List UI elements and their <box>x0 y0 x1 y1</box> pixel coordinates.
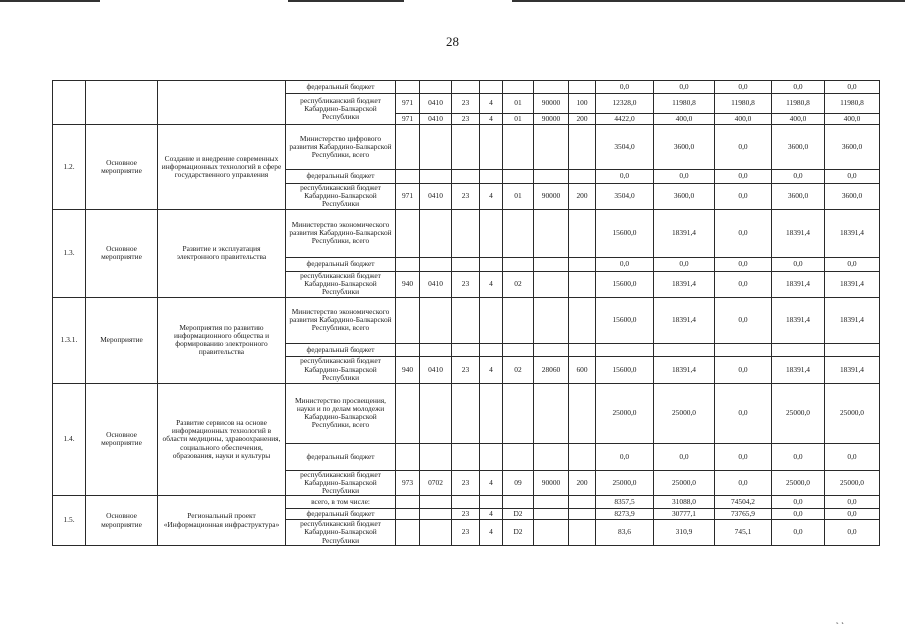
rz-code <box>420 125 452 170</box>
year-value-2: 0,0 <box>654 81 715 94</box>
gr-code: 971 <box>396 184 420 210</box>
cs-sub: 4 <box>480 356 503 383</box>
funding-source: федеральный бюджет <box>286 343 396 356</box>
year-value-5: 400,0 <box>825 114 880 125</box>
cs-direction: 90000 <box>534 94 569 114</box>
year-value-4: 11980,8 <box>772 94 825 114</box>
cs-event: D2 <box>503 509 534 520</box>
cs-direction <box>534 81 569 94</box>
funding-source: Министерство экономического развития Кабардино-Балкарской Республики, всего <box>286 209 396 257</box>
funding-source: федеральный бюджет <box>286 443 396 470</box>
year-value-5: 18391,4 <box>825 209 880 257</box>
rz-code <box>420 443 452 470</box>
year-value-3 <box>715 343 772 356</box>
funding-source: федеральный бюджет <box>286 509 396 520</box>
vr-code <box>569 383 596 443</box>
gr-code: 940 <box>396 271 420 297</box>
top-rule-left <box>0 0 100 2</box>
cs-sub: 4 <box>480 184 503 210</box>
cs-program: 23 <box>452 520 480 546</box>
year-value-5: 11980,8 <box>825 94 880 114</box>
cs-event <box>503 496 534 509</box>
funding-source: республиканский бюджет Кабардино-Балкарской Республики <box>286 184 396 210</box>
row-type: Основное мероприятие <box>86 125 158 210</box>
cs-sub: 4 <box>480 509 503 520</box>
corner-mark: ˛ ˛ <box>836 614 845 624</box>
cs-event: D2 <box>503 520 534 546</box>
vr-code <box>569 297 596 343</box>
funding-source: Министерство экономического развития Кабардино-Балкарской Республики, всего <box>286 297 396 343</box>
cs-event: 01 <box>503 184 534 210</box>
year-value-1 <box>596 343 654 356</box>
year-value-5: 0,0 <box>825 509 880 520</box>
year-value-3: 0,0 <box>715 443 772 470</box>
year-value-5: 3600,0 <box>825 184 880 210</box>
vr-code <box>569 170 596 184</box>
rz-code: 0410 <box>420 271 452 297</box>
year-value-4: 3600,0 <box>772 184 825 210</box>
vr-code <box>569 125 596 170</box>
top-rule-right <box>512 0 905 2</box>
rz-code <box>420 496 452 509</box>
year-value-5: 0,0 <box>825 496 880 509</box>
year-value-1: 15600,0 <box>596 209 654 257</box>
cs-event: 01 <box>503 94 534 114</box>
funding-source: Министерство просвещения, науки и по делам молодежи Кабардино-Балкарской Республики, всего <box>286 383 396 443</box>
cs-direction <box>534 343 569 356</box>
year-value-1: 8357,5 <box>596 496 654 509</box>
top-rule-center <box>288 0 404 2</box>
gr-code <box>396 81 420 94</box>
cs-direction <box>534 496 569 509</box>
row-type: Мероприятие <box>86 297 158 383</box>
cs-program <box>452 343 480 356</box>
cs-event <box>503 81 534 94</box>
vr-code <box>569 343 596 356</box>
rz-code <box>420 170 452 184</box>
year-value-4: 0,0 <box>772 257 825 271</box>
rz-code <box>420 257 452 271</box>
year-value-2: 18391,4 <box>654 297 715 343</box>
row-code: 1.4. <box>53 383 86 496</box>
cs-direction: 90000 <box>534 184 569 210</box>
year-value-5: 3600,0 <box>825 125 880 170</box>
year-value-3: 745,1 <box>715 520 772 546</box>
budget-table <box>52 80 880 546</box>
year-value-2: 3600,0 <box>654 125 715 170</box>
rz-code: 0410 <box>420 356 452 383</box>
year-value-1: 0,0 <box>596 443 654 470</box>
year-value-4: 25000,0 <box>772 383 825 443</box>
gr-code <box>396 125 420 170</box>
cs-program <box>452 443 480 470</box>
cs-event <box>503 343 534 356</box>
funding-source: республиканский бюджет Кабардино-Балкарской Республики <box>286 520 396 546</box>
year-value-3: 0,0 <box>715 125 772 170</box>
gr-code: 971 <box>396 94 420 114</box>
funding-source: федеральный бюджет <box>286 170 396 184</box>
year-value-3: 73765,9 <box>715 509 772 520</box>
rz-code: 0702 <box>420 470 452 496</box>
cs-sub <box>480 343 503 356</box>
cs-program: 23 <box>452 356 480 383</box>
rz-code: 0410 <box>420 94 452 114</box>
row-code: 1.2. <box>53 125 86 210</box>
year-value-2: 25000,0 <box>654 470 715 496</box>
funding-source: федеральный бюджет <box>286 81 396 94</box>
cs-direction: 90000 <box>534 114 569 125</box>
cs-sub: 4 <box>480 520 503 546</box>
year-value-5: 18391,4 <box>825 356 880 383</box>
cs-sub <box>480 170 503 184</box>
rz-code <box>420 383 452 443</box>
funding-source: федеральный бюджет <box>286 257 396 271</box>
rz-code <box>420 81 452 94</box>
year-value-5: 0,0 <box>825 520 880 546</box>
year-value-3: 0,0 <box>715 271 772 297</box>
year-value-3: 0,0 <box>715 209 772 257</box>
cs-direction <box>534 209 569 257</box>
year-value-3: 74504,2 <box>715 496 772 509</box>
cs-event <box>503 209 534 257</box>
gr-code <box>396 297 420 343</box>
year-value-1: 0,0 <box>596 81 654 94</box>
year-value-3: 11980,8 <box>715 94 772 114</box>
year-value-4: 18391,4 <box>772 297 825 343</box>
row-code: 1.3.1. <box>53 297 86 383</box>
year-value-1: 25000,0 <box>596 383 654 443</box>
cs-event <box>503 257 534 271</box>
row-name: Развитие сервисов на основе информационных технологий в области медицины, здравоохранения, социального обеспечения, образования, науки и культуры <box>158 383 286 496</box>
gr-code <box>396 443 420 470</box>
year-value-2 <box>654 343 715 356</box>
year-value-4: 25000,0 <box>772 470 825 496</box>
year-value-4: 0,0 <box>772 443 825 470</box>
rz-code <box>420 520 452 546</box>
vr-code: 200 <box>569 470 596 496</box>
cs-direction <box>534 170 569 184</box>
year-value-5: 18391,4 <box>825 297 880 343</box>
gr-code: 940 <box>396 356 420 383</box>
cs-direction: 28060 <box>534 356 569 383</box>
cs-program <box>452 81 480 94</box>
row-name <box>158 81 286 125</box>
cs-direction <box>534 509 569 520</box>
cs-direction: 90000 <box>534 470 569 496</box>
cs-sub <box>480 257 503 271</box>
cs-direction <box>534 125 569 170</box>
cs-program: 23 <box>452 509 480 520</box>
year-value-5: 25000,0 <box>825 470 880 496</box>
year-value-5: 0,0 <box>825 170 880 184</box>
row-name: Создание и внедрение современных информационных технологий в сфере государственного управления <box>158 125 286 210</box>
year-value-5: 18391,4 <box>825 271 880 297</box>
rz-code <box>420 297 452 343</box>
vr-code: 600 <box>569 356 596 383</box>
year-value-1: 15600,0 <box>596 271 654 297</box>
year-value-2: 310,9 <box>654 520 715 546</box>
year-value-1: 8273,9 <box>596 509 654 520</box>
year-value-2: 3600,0 <box>654 184 715 210</box>
cs-event: 02 <box>503 356 534 383</box>
cs-event <box>503 170 534 184</box>
year-value-1: 0,0 <box>596 257 654 271</box>
cs-sub <box>480 297 503 343</box>
cs-sub: 4 <box>480 94 503 114</box>
gr-code <box>396 520 420 546</box>
year-value-3: 0,0 <box>715 297 772 343</box>
cs-program: 23 <box>452 114 480 125</box>
year-value-2: 0,0 <box>654 170 715 184</box>
vr-code: 200 <box>569 114 596 125</box>
year-value-3: 0,0 <box>715 470 772 496</box>
year-value-3: 0,0 <box>715 184 772 210</box>
cs-program <box>452 496 480 509</box>
row-code <box>53 81 86 125</box>
year-value-2: 18391,4 <box>654 356 715 383</box>
gr-code <box>396 343 420 356</box>
table-row <box>53 297 880 343</box>
cs-program: 23 <box>452 271 480 297</box>
funding-source: республиканский бюджет Кабардино-Балкарской Республики <box>286 470 396 496</box>
cs-sub <box>480 81 503 94</box>
cs-program <box>452 125 480 170</box>
cs-program: 23 <box>452 94 480 114</box>
year-value-1: 15600,0 <box>596 297 654 343</box>
rz-code <box>420 209 452 257</box>
cs-sub <box>480 443 503 470</box>
table-row <box>53 209 880 257</box>
year-value-3: 400,0 <box>715 114 772 125</box>
year-value-4: 3600,0 <box>772 125 825 170</box>
cs-sub <box>480 383 503 443</box>
row-type <box>86 81 158 125</box>
gr-code <box>396 509 420 520</box>
cs-sub <box>480 209 503 257</box>
year-value-3: 0,0 <box>715 257 772 271</box>
table-row <box>53 81 880 94</box>
cs-direction <box>534 271 569 297</box>
year-value-1: 3504,0 <box>596 125 654 170</box>
gr-code <box>396 257 420 271</box>
vr-code <box>569 81 596 94</box>
vr-code <box>569 496 596 509</box>
rz-code: 0410 <box>420 184 452 210</box>
year-value-4: 0,0 <box>772 170 825 184</box>
cs-sub <box>480 125 503 170</box>
cs-sub: 4 <box>480 114 503 125</box>
row-code: 1.5. <box>53 496 86 546</box>
cs-direction <box>534 297 569 343</box>
year-value-3: 0,0 <box>715 356 772 383</box>
year-value-1: 12328,0 <box>596 94 654 114</box>
gr-code <box>396 496 420 509</box>
year-value-5: 0,0 <box>825 443 880 470</box>
year-value-4: 18391,4 <box>772 271 825 297</box>
row-name: Региональный проект «Информационная инфраструктура» <box>158 496 286 546</box>
cs-sub <box>480 496 503 509</box>
cs-program: 23 <box>452 470 480 496</box>
year-value-2: 11980,8 <box>654 94 715 114</box>
gr-code <box>396 383 420 443</box>
rz-code <box>420 509 452 520</box>
row-name: Мероприятия по развитию информационного общества и формированию электронного правительства <box>158 297 286 383</box>
year-value-5 <box>825 343 880 356</box>
cs-event <box>503 297 534 343</box>
cs-program <box>452 297 480 343</box>
cs-sub: 4 <box>480 271 503 297</box>
vr-code <box>569 443 596 470</box>
year-value-4: 0,0 <box>772 520 825 546</box>
cs-program <box>452 257 480 271</box>
row-type: Основное мероприятие <box>86 383 158 496</box>
vr-code <box>569 257 596 271</box>
vr-code <box>569 271 596 297</box>
vr-code: 100 <box>569 94 596 114</box>
year-value-5: 0,0 <box>825 257 880 271</box>
year-value-3: 0,0 <box>715 383 772 443</box>
rz-code <box>420 343 452 356</box>
gr-code <box>396 209 420 257</box>
cs-event <box>503 125 534 170</box>
year-value-1: 15600,0 <box>596 356 654 383</box>
year-value-5: 0,0 <box>825 81 880 94</box>
row-code: 1.3. <box>53 209 86 297</box>
year-value-2: 18391,4 <box>654 209 715 257</box>
funding-source: республиканский бюджет Кабардино-Балкарской Республики <box>286 271 396 297</box>
funding-source: республиканский бюджет Кабардино-Балкарской Республики <box>286 356 396 383</box>
year-value-2: 25000,0 <box>654 383 715 443</box>
vr-code <box>569 209 596 257</box>
year-value-2: 18391,4 <box>654 271 715 297</box>
cs-program <box>452 209 480 257</box>
gr-code <box>396 170 420 184</box>
table-row <box>53 383 880 443</box>
year-value-3: 0,0 <box>715 170 772 184</box>
year-value-4 <box>772 343 825 356</box>
page-number: 28 <box>446 34 459 49</box>
cs-event: 09 <box>503 470 534 496</box>
year-value-4: 0,0 <box>772 81 825 94</box>
year-value-4: 18391,4 <box>772 209 825 257</box>
row-name: Развитие и эксплуатация электронного правительства <box>158 209 286 297</box>
rz-code: 0410 <box>420 114 452 125</box>
cs-direction <box>534 520 569 546</box>
cs-event: 01 <box>503 114 534 125</box>
year-value-3: 0,0 <box>715 81 772 94</box>
cs-program <box>452 170 480 184</box>
year-value-1: 0,0 <box>596 170 654 184</box>
cs-program <box>452 383 480 443</box>
cs-event <box>503 443 534 470</box>
vr-code <box>569 509 596 520</box>
funding-source: всего, в том числе: <box>286 496 396 509</box>
gr-code: 973 <box>396 470 420 496</box>
year-value-4: 0,0 <box>772 496 825 509</box>
year-value-1: 25000,0 <box>596 470 654 496</box>
table-row <box>53 125 880 170</box>
year-value-5: 25000,0 <box>825 383 880 443</box>
year-value-2: 0,0 <box>654 443 715 470</box>
year-value-4: 0,0 <box>772 509 825 520</box>
cs-event <box>503 383 534 443</box>
funding-source: республиканский бюджет Кабардино-Балкарской Республики <box>286 94 396 125</box>
year-value-2: 400,0 <box>654 114 715 125</box>
row-type: Основное мероприятие <box>86 496 158 546</box>
year-value-2: 30777,1 <box>654 509 715 520</box>
cs-sub: 4 <box>480 470 503 496</box>
year-value-4: 400,0 <box>772 114 825 125</box>
funding-source: Министерство цифрового развития Кабардино-Балкарской Республики, всего <box>286 125 396 170</box>
cs-program: 23 <box>452 184 480 210</box>
cs-event: 02 <box>503 271 534 297</box>
year-value-2: 31088,0 <box>654 496 715 509</box>
year-value-1: 83,6 <box>596 520 654 546</box>
year-value-2: 0,0 <box>654 257 715 271</box>
gr-code: 971 <box>396 114 420 125</box>
cs-direction <box>534 443 569 470</box>
table-row <box>53 496 880 509</box>
year-value-4: 18391,4 <box>772 356 825 383</box>
year-value-1: 3504,0 <box>596 184 654 210</box>
year-value-1: 4422,0 <box>596 114 654 125</box>
vr-code: 200 <box>569 184 596 210</box>
vr-code <box>569 520 596 546</box>
cs-direction <box>534 257 569 271</box>
cs-direction <box>534 383 569 443</box>
row-type: Основное мероприятие <box>86 209 158 297</box>
